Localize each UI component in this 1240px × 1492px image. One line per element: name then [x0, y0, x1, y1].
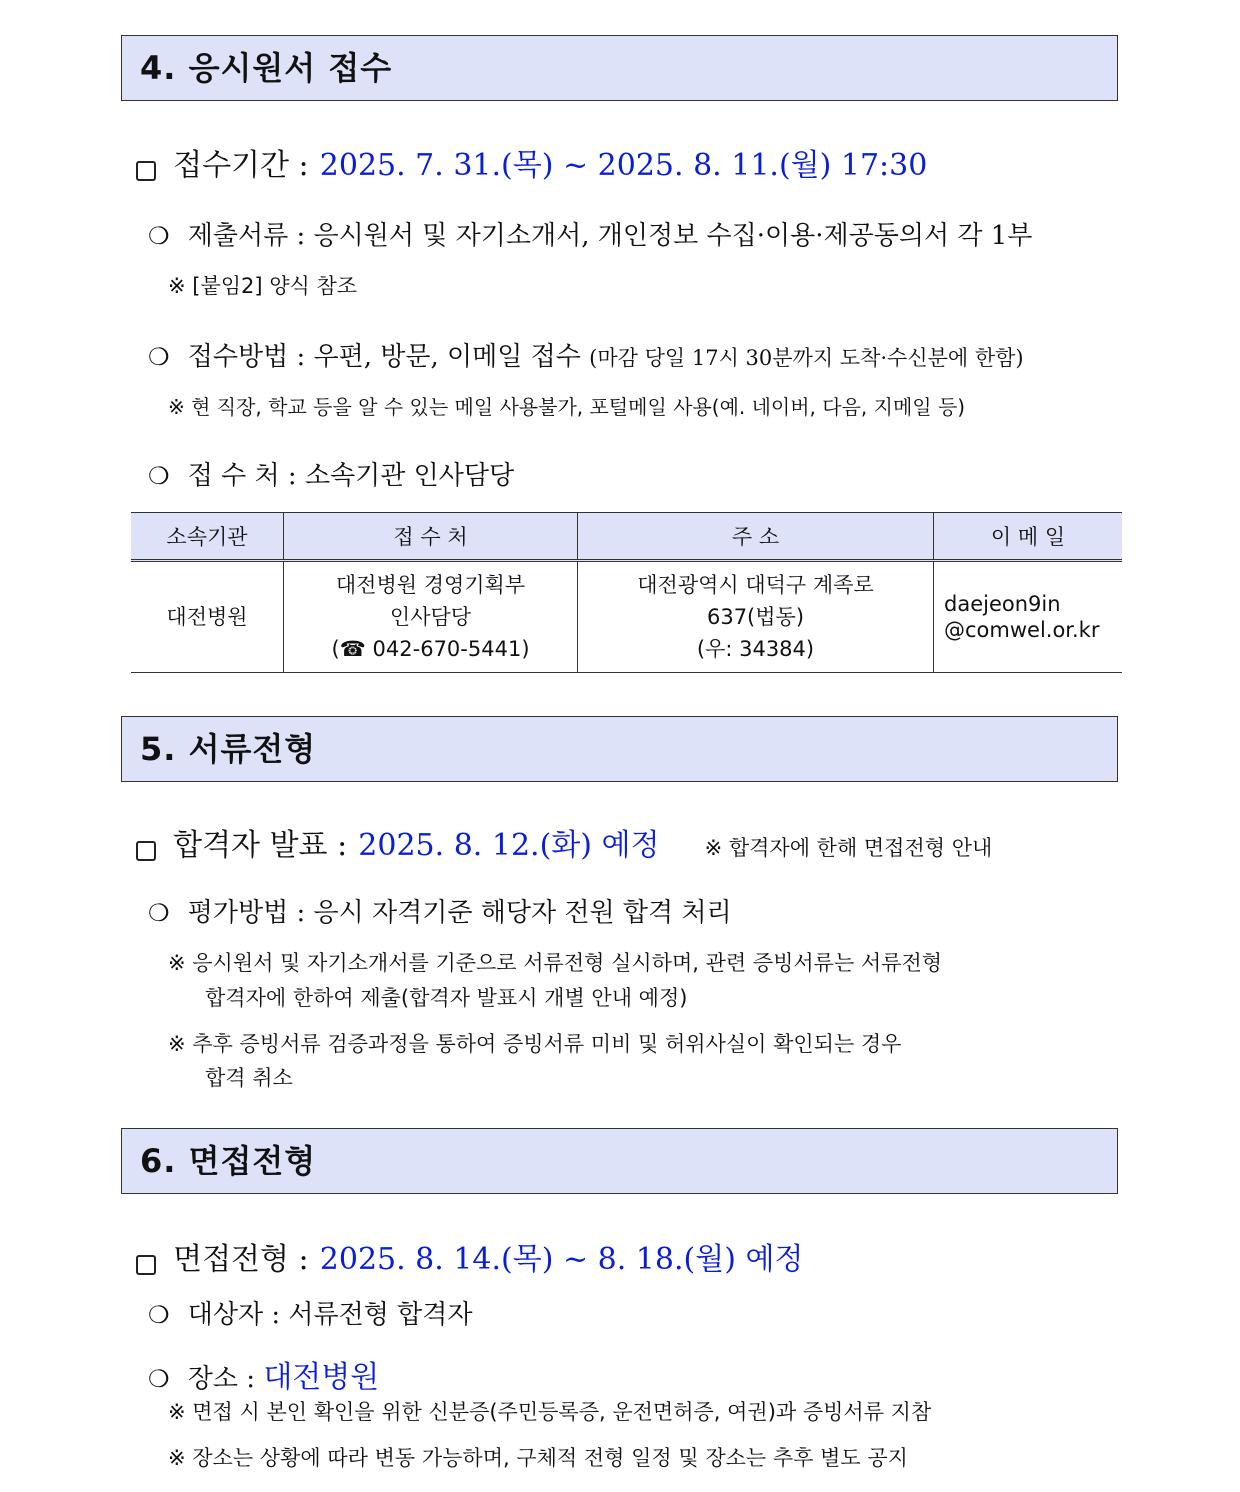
interview-value: 2025. 8. 14.(목) ~ 8. 18.(월) 예정: [319, 1242, 804, 1277]
docs-row: [148, 215, 1032, 252]
circle-bullet-icon: ❍: [148, 343, 170, 371]
address-line3: (우: 34384): [696, 637, 815, 661]
section-6-title: 6. 면접전형: [140, 1142, 317, 1180]
header-email: 이 메 일: [934, 513, 1123, 561]
address-line1: 대전광역시 대덕구 계족로: [637, 573, 874, 597]
circle-bullet-icon: ❍: [148, 462, 170, 490]
cell-address: [578, 561, 934, 673]
cell-org: 대전병원: [131, 561, 284, 673]
address-line2: 637(법동): [706, 605, 805, 629]
header-org: 소속기관: [131, 513, 284, 561]
period-row: [136, 140, 927, 184]
square-bullet-icon: [136, 161, 156, 181]
sec5-note1-line1: ※ 응시원서 및 자기소개서를 기준으로 서류전형 실시하며, 관련 증빙서류는 서류전형: [168, 951, 943, 975]
table-row: [131, 561, 1122, 673]
office-phone: (☎ 042-670-5441): [331, 637, 530, 661]
square-bullet-icon: [136, 1255, 156, 1275]
section-4-title: 4. 응시원서 접수: [140, 49, 393, 87]
section-5-header: [121, 716, 1118, 782]
section-4-header: [121, 35, 1118, 101]
office-table: [131, 512, 1122, 673]
email-line2: @comwel.or.kr: [944, 618, 1100, 642]
announce-label: 합격자 발표 :: [173, 828, 348, 863]
circle-bullet-icon: ❍: [148, 1365, 170, 1393]
header-address: 주 소: [578, 513, 934, 561]
target-row: [148, 1294, 473, 1331]
docs-text: 제출서류 : 응시원서 및 자기소개서, 개인정보 수집·이용·제공동의서 각 1부: [187, 221, 1033, 251]
venue-label: 장소 :: [187, 1364, 256, 1394]
sec5-note2-line1: ※ 추후 증빙서류 검증과정을 통하여 증빙서류 미비 및 허위사실이 확인되는 경우: [168, 1032, 902, 1056]
circle-bullet-icon: ❍: [148, 222, 170, 250]
docs-note: ※ [붙임2] 양식 참조: [168, 274, 358, 298]
circle-bullet-icon: ❍: [148, 1301, 170, 1329]
sec6-note2: ※ 장소는 상황에 따라 변동 가능하며, 구체적 전형 일정 및 장소는 추후 별도 공지: [168, 1446, 908, 1470]
method-row: [148, 336, 1024, 373]
section-6-header: [121, 1128, 1118, 1194]
office-line1: 대전병원 경영기획부: [335, 573, 526, 597]
sec6-note1: ※ 면접 시 본인 확인을 위한 신분증(주민등록증, 운전면허증, 여권)과 증빙서류 지참: [168, 1400, 932, 1424]
method-text: 접수방법 : 우편, 방문, 이메일 접수: [187, 342, 581, 372]
office-line2: 인사담당: [389, 605, 472, 629]
venue-value: 대전병원: [263, 1360, 380, 1395]
announce-value: 2025. 8. 12.(화) 예정: [358, 828, 660, 863]
announce-note: ※ 합격자에 한해 면접전형 안내: [704, 836, 993, 860]
table-header-row: [131, 513, 1122, 561]
header-office: 접 수 처: [284, 513, 578, 561]
section-5-title: 5. 서류전형: [140, 730, 317, 768]
method-note: ※ 현 직장, 학교 등을 알 수 있는 메일 사용불가, 포털메일 사용(예. 네이버, 다음, 지메일 등): [168, 395, 966, 419]
period-value: 2025. 7. 31.(목) ~ 2025. 8. 11.(월) 17:30: [319, 148, 928, 183]
eval-row: [148, 892, 732, 929]
eval-text: 평가방법 : 응시 자격기준 해당자 전원 합격 처리: [187, 898, 732, 928]
cell-email: [934, 561, 1123, 673]
email-line1: daejeon9in: [944, 592, 1061, 616]
period-label: 접수기간 :: [173, 148, 309, 183]
place-text: 접 수 처 : 소속기관 인사담당: [187, 461, 515, 491]
interview-label: 면접전형 :: [173, 1242, 309, 1277]
announce-row: [136, 820, 992, 864]
phone-number: 042-670-5441: [372, 637, 522, 661]
place-row: [148, 455, 514, 492]
method-subtext: (마감 당일 17시 30분까지 도착·수신분에 한함): [589, 346, 1024, 370]
circle-bullet-icon: ❍: [148, 899, 170, 927]
sec5-note1-line2: 합격자에 한하여 제출(합격자 발표시 개별 안내 예정): [205, 986, 688, 1010]
cell-office: [284, 561, 578, 673]
interview-row: [136, 1234, 803, 1278]
target-text: 대상자 : 서류전형 합격자: [187, 1300, 473, 1330]
venue-row: [148, 1352, 379, 1396]
phone-icon: ☎: [339, 637, 366, 661]
sec5-note2-line2: 합격 취소: [205, 1066, 293, 1090]
square-bullet-icon: [136, 841, 156, 861]
